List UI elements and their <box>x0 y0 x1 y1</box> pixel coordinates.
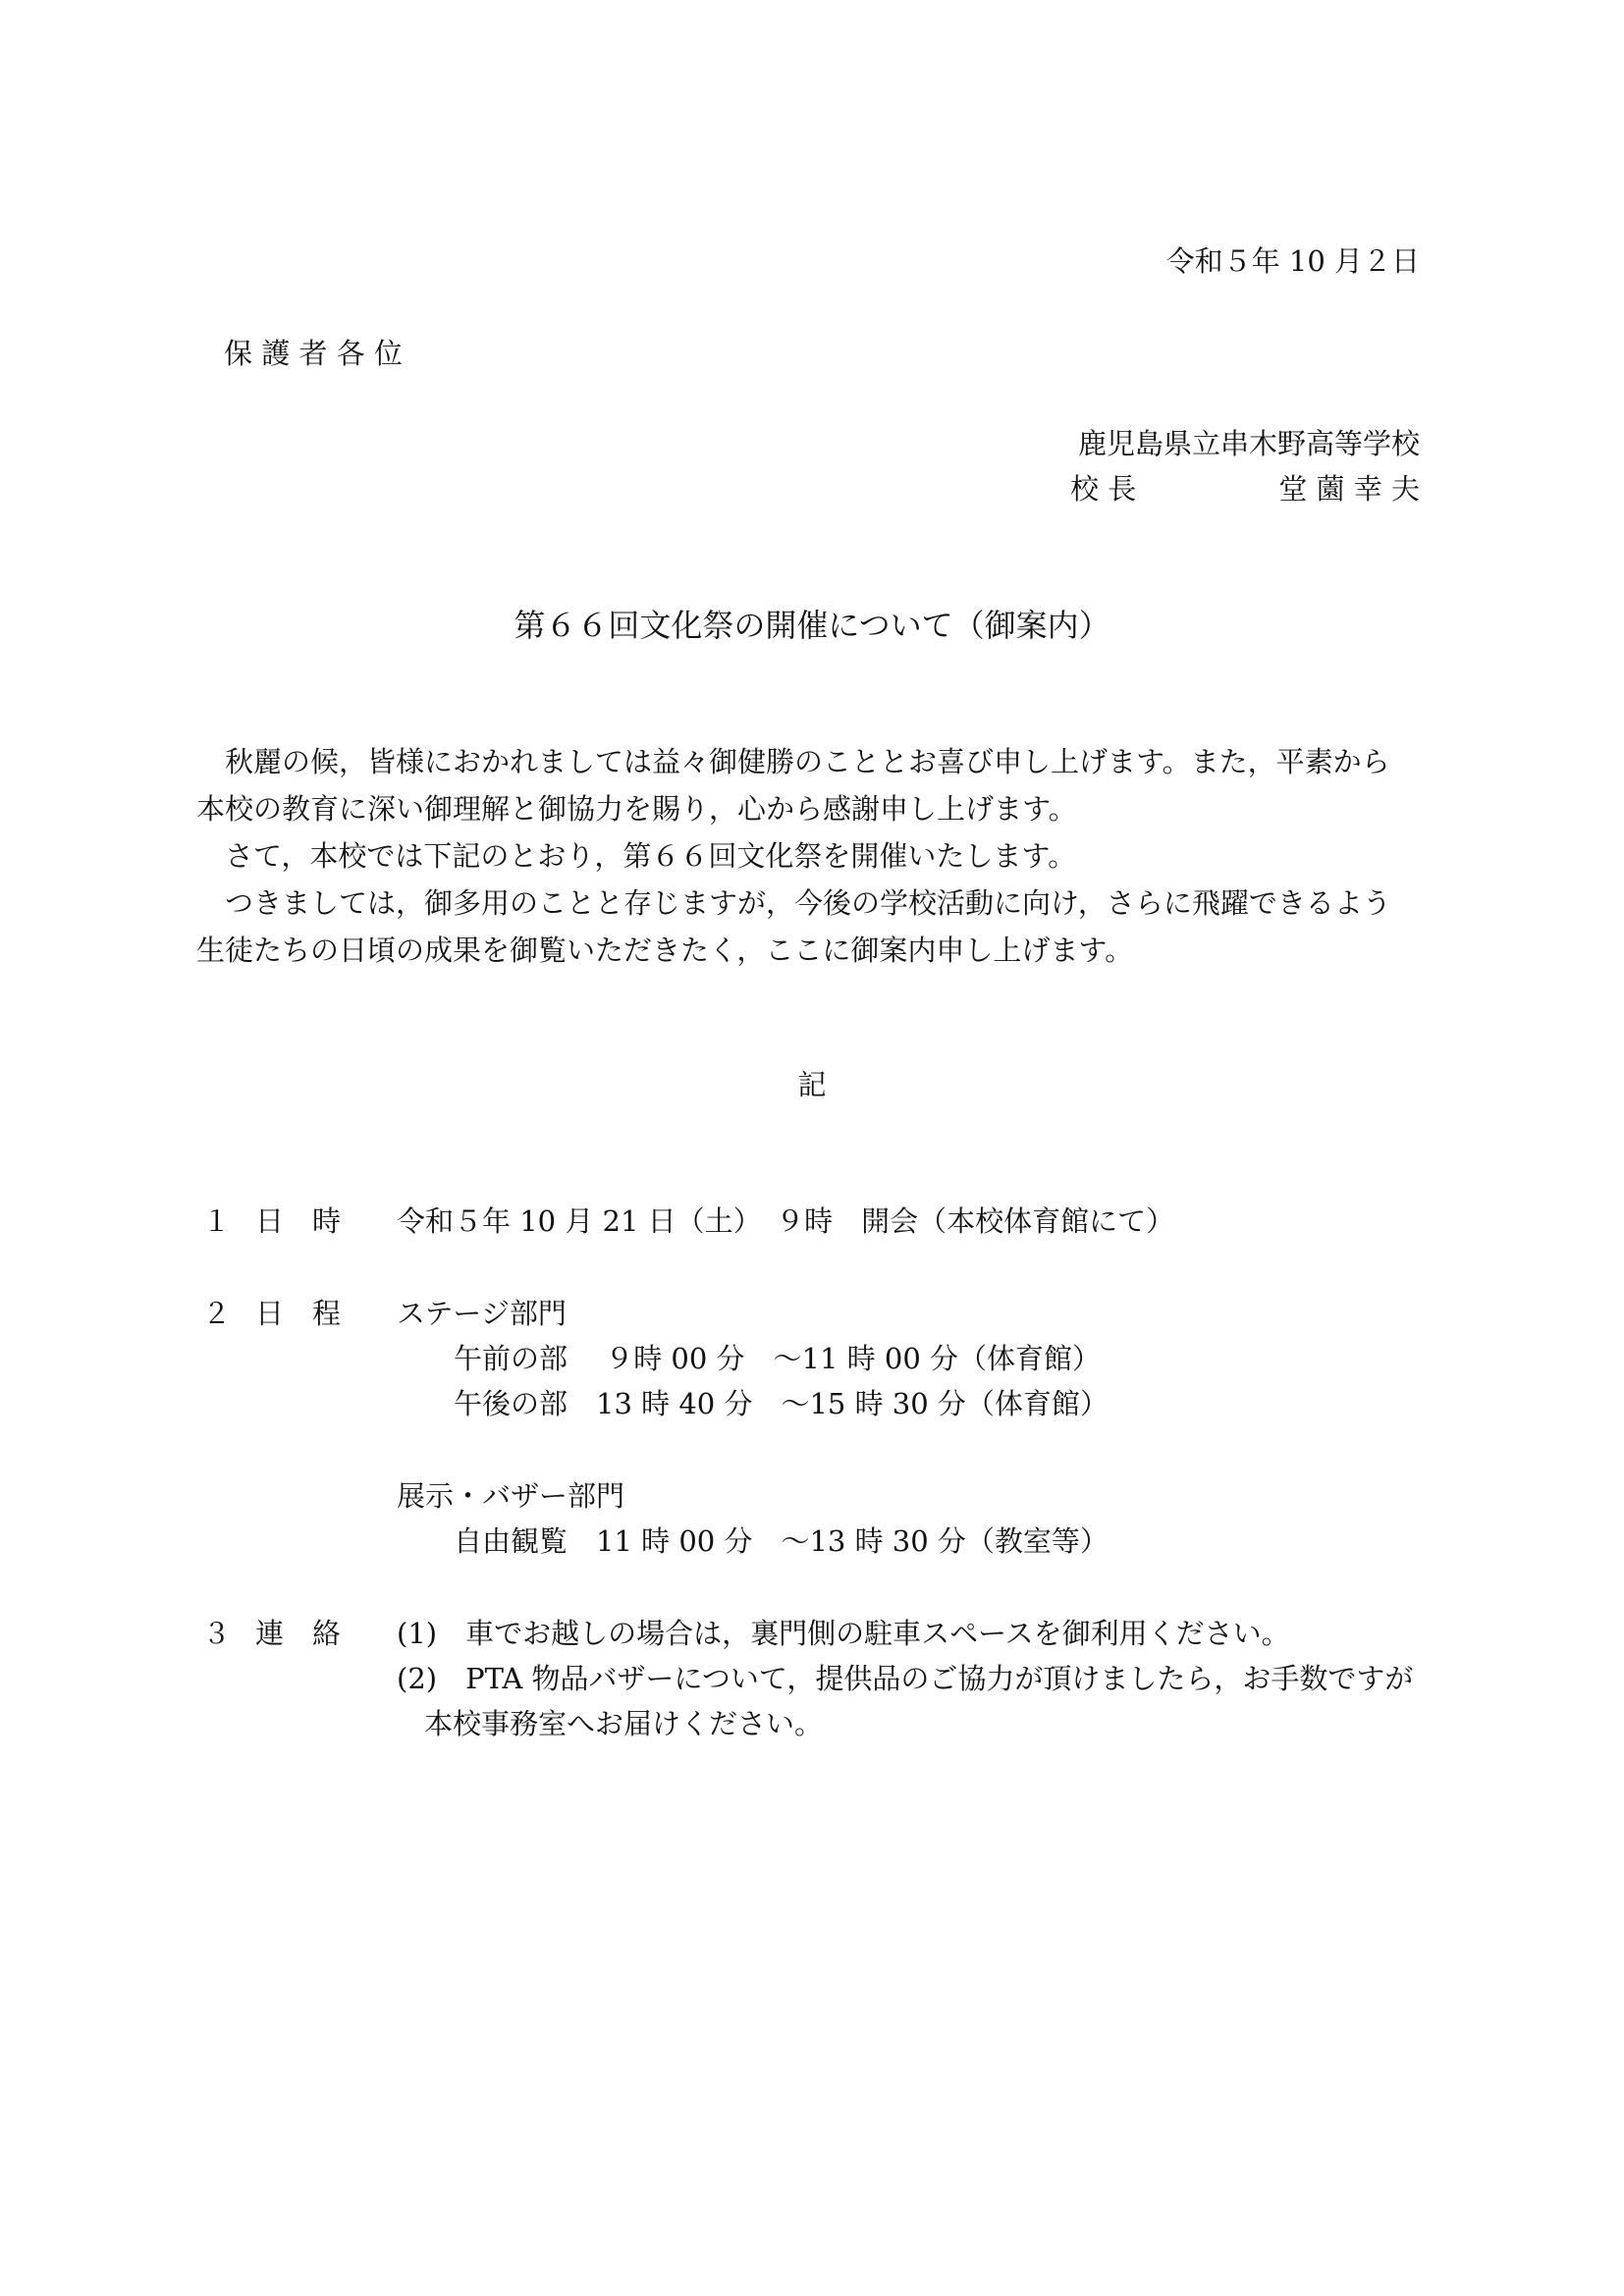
body-line-4: つきましては，御多用のことと存じますが，今後の学校活動に向け，さらに飛躍できるよう <box>196 886 1391 920</box>
document-date: 令和５年 10 月２日 <box>1165 244 1420 278</box>
item1-number: １ <box>202 1204 232 1238</box>
stage-pm: 午後の部 13 時 40 分 ～15 時 30 分（体育館） <box>454 1387 1109 1420</box>
note-1: (1) 車でお越しの場合は，裏門側の駐車スペースを御利用ください。 <box>397 1617 1290 1650</box>
ki-heading: 記 <box>797 1068 827 1101</box>
body-line-5: 生徒たちの日頃の成果を御覧いただきたく，ここに御案内申し上げます。 <box>196 934 1134 967</box>
exhibit-free: 自由観覧 11 時 00 分 ～13 時 30 分（教室等） <box>454 1524 1109 1558</box>
principal-title: 校 長 <box>1070 472 1137 506</box>
item1-label: 日 時 <box>255 1204 342 1238</box>
stage-am: 午前の部 ９時 00 分 ～11 時 00 分（体育館） <box>454 1342 1102 1375</box>
item2-label: 日 程 <box>255 1297 342 1330</box>
note-2: (2) PTA 物品バザーについて，提供品のご協力が頂けましたら，お手数ですが <box>397 1662 1414 1695</box>
principal-name: 堂 薗 幸 夫 <box>1278 472 1420 506</box>
stage-heading: ステージ部門 <box>397 1297 567 1330</box>
recipient: 保 護 者 各 位 <box>224 337 403 370</box>
document-title: 第６６回文化祭の開催について（御案内） <box>514 607 1110 644</box>
item3-label: 連 絡 <box>255 1617 342 1650</box>
exhibit-heading: 展示・バザー部門 <box>397 1479 625 1513</box>
body-line-2: 本校の教育に深い御理解と御協力を賜り，心から感謝申し上げます。 <box>196 792 1077 826</box>
item3-number: ３ <box>202 1617 232 1650</box>
body-line-3: さて，本校では下記のとおり，第６６回文化祭を開催いたします。 <box>196 839 1077 873</box>
body-line-1: 秋麗の候，皆様におかれましては益々御健勝のこととお喜び申し上げます。また，平素から <box>196 745 1390 778</box>
note-2-continued: 本校事務室へお届けください。 <box>424 1707 824 1740</box>
school-name: 鹿児島県立串木野高等学校 <box>1077 427 1420 460</box>
item2-number: ２ <box>202 1297 232 1330</box>
item1-text: 令和５年 10 月 21 日（土） ９時 開会（本校体育館にて） <box>397 1204 1175 1238</box>
